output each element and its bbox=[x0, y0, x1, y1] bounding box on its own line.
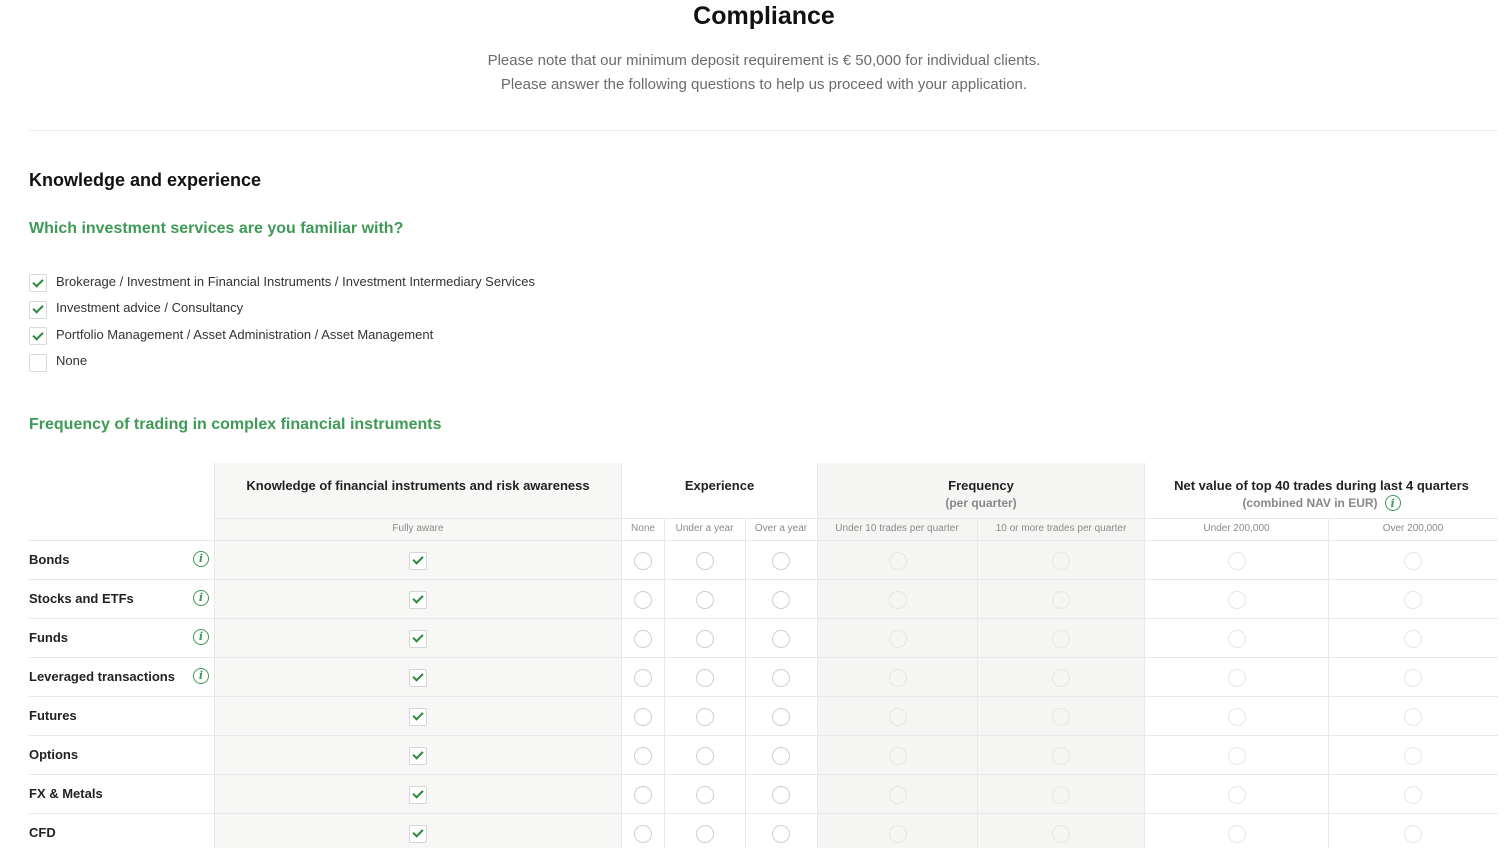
radio-under-10-trades bbox=[889, 552, 907, 570]
fully-aware-checkbox[interactable] bbox=[409, 669, 427, 687]
option-label: None bbox=[56, 353, 88, 369]
col-10-or-more-trades: 10 or more trades per quarter bbox=[995, 523, 1127, 534]
checkmark-icon bbox=[412, 826, 423, 837]
radio-10-or-more-trades bbox=[1052, 708, 1070, 726]
header-net-value bbox=[1145, 478, 1498, 512]
section-title-knowledge: Knowledge and experience bbox=[29, 170, 262, 190]
radio-under-year[interactable] bbox=[696, 747, 714, 765]
option-label: Portfolio Management / Asset Administration / Asset Management bbox=[56, 326, 434, 342]
radio-under-10-trades bbox=[889, 591, 907, 609]
header-frequency bbox=[817, 478, 1145, 510]
header-divider bbox=[214, 518, 1498, 519]
radio-10-or-more-trades bbox=[1052, 786, 1070, 804]
table-row bbox=[0, 657, 1505, 696]
header-net-value-label: Net value of top 40 trades during last 4 quarters bbox=[1174, 478, 1469, 493]
intro-line-deposit: Please note that our minimum deposit requirement is € 50,000 for individual clients. bbox=[487, 52, 1041, 69]
table-row bbox=[0, 696, 1505, 735]
radio-under-200000 bbox=[1228, 669, 1246, 687]
checkmark-icon bbox=[412, 670, 423, 681]
option-portfolio-management[interactable] bbox=[29, 321, 535, 348]
radio-over-200000 bbox=[1404, 552, 1422, 570]
option-none[interactable] bbox=[29, 348, 535, 375]
row-label: Leveraged transactions bbox=[29, 668, 175, 684]
col-none: None bbox=[631, 523, 655, 534]
table-row bbox=[0, 735, 1505, 774]
intro-text bbox=[0, 49, 1505, 97]
checkmark-icon bbox=[412, 709, 423, 720]
radio-under-200000 bbox=[1228, 825, 1246, 843]
radio-over-year[interactable] bbox=[772, 786, 790, 804]
radio-10-or-more-trades bbox=[1052, 630, 1070, 648]
radio-over-year[interactable] bbox=[772, 630, 790, 648]
radio-over-year[interactable] bbox=[772, 708, 790, 726]
col-fully-aware: Fully aware bbox=[392, 523, 444, 534]
checkmark-icon bbox=[412, 787, 423, 798]
radio-under-200000 bbox=[1228, 708, 1246, 726]
header-knowledge bbox=[214, 478, 622, 493]
row-label: FX & Metals bbox=[29, 785, 103, 801]
checkmark-icon bbox=[412, 631, 423, 642]
radio-under-10-trades bbox=[889, 825, 907, 843]
option-label: Brokerage / Investment in Financial Instruments / Investment Intermediary Services bbox=[56, 273, 536, 289]
radio-under-10-trades bbox=[889, 708, 907, 726]
radio-under-year[interactable] bbox=[696, 786, 714, 804]
radio-over-year[interactable] bbox=[772, 747, 790, 765]
option-label: Investment advice / Consultancy bbox=[56, 300, 244, 316]
page-title: Compliance bbox=[693, 2, 835, 30]
fully-aware-checkbox[interactable] bbox=[409, 552, 427, 570]
fully-aware-checkbox[interactable] bbox=[409, 708, 427, 726]
col-over-year: Over a year bbox=[754, 523, 808, 534]
header-net-value-note-text: (combined NAV in EUR) bbox=[1242, 496, 1378, 511]
checkmark-icon bbox=[32, 303, 43, 314]
info-circle-icon[interactable]: i bbox=[1385, 495, 1401, 511]
radio-under-10-trades bbox=[889, 786, 907, 804]
fully-aware-checkbox[interactable] bbox=[409, 747, 427, 765]
portfolio-management-checkbox[interactable] bbox=[29, 327, 47, 345]
radio-over-200000 bbox=[1404, 630, 1422, 648]
col-under-10-trades: Under 10 trades per quarter bbox=[835, 523, 959, 534]
radio-10-or-more-trades bbox=[1052, 669, 1070, 687]
radio-over-year[interactable] bbox=[772, 552, 790, 570]
radio-over-year[interactable] bbox=[772, 669, 790, 687]
table-row bbox=[0, 618, 1505, 657]
divider bbox=[29, 130, 1498, 131]
option-investment-advice[interactable] bbox=[29, 295, 535, 322]
option-brokerage[interactable] bbox=[29, 268, 535, 295]
brokerage-checkbox[interactable] bbox=[29, 274, 47, 292]
radio-over-200000 bbox=[1404, 708, 1422, 726]
radio-none[interactable] bbox=[634, 786, 652, 804]
radio-over-year[interactable] bbox=[772, 825, 790, 843]
radio-under-200000 bbox=[1228, 630, 1246, 648]
radio-10-or-more-trades bbox=[1052, 591, 1070, 609]
none-checkbox[interactable] bbox=[29, 354, 47, 372]
col-over-200000: Over 200,000 bbox=[1382, 523, 1444, 534]
intro-line-instructions: Please answer the following questions to help us proceed with your application. bbox=[500, 76, 1028, 93]
radio-over-year[interactable] bbox=[772, 591, 790, 609]
radio-none[interactable] bbox=[634, 747, 652, 765]
radio-under-year[interactable] bbox=[696, 825, 714, 843]
radio-none[interactable] bbox=[634, 591, 652, 609]
radio-under-year[interactable] bbox=[696, 708, 714, 726]
row-label: Options bbox=[29, 746, 79, 762]
info-circle-icon[interactable]: i bbox=[193, 629, 209, 645]
fully-aware-checkbox[interactable] bbox=[409, 591, 427, 609]
header-frequency-label: Frequency bbox=[948, 478, 1014, 493]
checkmark-icon bbox=[412, 592, 423, 603]
radio-under-10-trades bbox=[889, 669, 907, 687]
radio-over-200000 bbox=[1404, 825, 1422, 843]
info-circle-icon[interactable]: i bbox=[193, 590, 209, 606]
row-label: Stocks and ETFs bbox=[29, 590, 134, 606]
radio-under-200000 bbox=[1228, 747, 1246, 765]
fully-aware-checkbox[interactable] bbox=[409, 630, 427, 648]
radio-none[interactable] bbox=[634, 552, 652, 570]
checkmark-icon bbox=[32, 276, 43, 287]
radio-10-or-more-trades bbox=[1052, 552, 1070, 570]
header-frequency-note: (per quarter) bbox=[945, 496, 1017, 510]
radio-under-year[interactable] bbox=[696, 630, 714, 648]
radio-over-200000 bbox=[1404, 591, 1422, 609]
radio-none[interactable] bbox=[634, 708, 652, 726]
radio-under-200000 bbox=[1228, 552, 1246, 570]
row-label: Futures bbox=[29, 707, 77, 723]
radio-under-year[interactable] bbox=[696, 552, 714, 570]
table-row bbox=[0, 813, 1505, 848]
info-circle-icon[interactable]: i bbox=[193, 551, 209, 567]
header-knowledge-label: Knowledge of financial instruments and risk awareness bbox=[246, 478, 590, 493]
trading-table bbox=[0, 463, 1505, 848]
radio-under-200000 bbox=[1228, 786, 1246, 804]
header-net-value-note bbox=[1145, 496, 1498, 512]
investment-services-options bbox=[29, 268, 535, 374]
radio-over-200000 bbox=[1404, 669, 1422, 687]
checkmark-icon bbox=[412, 553, 423, 564]
radio-under-year[interactable] bbox=[696, 591, 714, 609]
investment-advice-checkbox[interactable] bbox=[29, 301, 47, 319]
checkmark-icon bbox=[32, 329, 43, 340]
row-label: Bonds bbox=[29, 551, 70, 567]
col-under-200000: Under 200,000 bbox=[1203, 523, 1270, 534]
table-row bbox=[0, 540, 1505, 579]
fully-aware-checkbox[interactable] bbox=[409, 825, 427, 843]
row-label: CFD bbox=[29, 824, 56, 840]
radio-over-200000 bbox=[1404, 786, 1422, 804]
radio-under-200000 bbox=[1228, 591, 1246, 609]
question-trading-frequency: Frequency of trading in complex financial instruments bbox=[29, 416, 442, 433]
checkmark-icon bbox=[412, 748, 423, 759]
radio-none[interactable] bbox=[634, 630, 652, 648]
radio-none[interactable] bbox=[634, 825, 652, 843]
radio-under-10-trades bbox=[889, 747, 907, 765]
table-row bbox=[0, 774, 1505, 813]
radio-under-10-trades bbox=[889, 630, 907, 648]
radio-10-or-more-trades bbox=[1052, 747, 1070, 765]
fully-aware-checkbox[interactable] bbox=[409, 786, 427, 804]
col-under-year: Under a year bbox=[675, 523, 734, 534]
radio-none[interactable] bbox=[634, 669, 652, 687]
header-experience bbox=[622, 478, 817, 493]
table-row bbox=[0, 579, 1505, 618]
header-experience-label: Experience bbox=[684, 478, 755, 493]
info-circle-icon[interactable]: i bbox=[193, 668, 209, 684]
radio-over-200000 bbox=[1404, 747, 1422, 765]
radio-10-or-more-trades bbox=[1052, 825, 1070, 843]
radio-under-year[interactable] bbox=[696, 669, 714, 687]
question-investment-services: Which investment services are you familiar with? bbox=[29, 220, 404, 237]
row-label: Funds bbox=[29, 629, 68, 645]
